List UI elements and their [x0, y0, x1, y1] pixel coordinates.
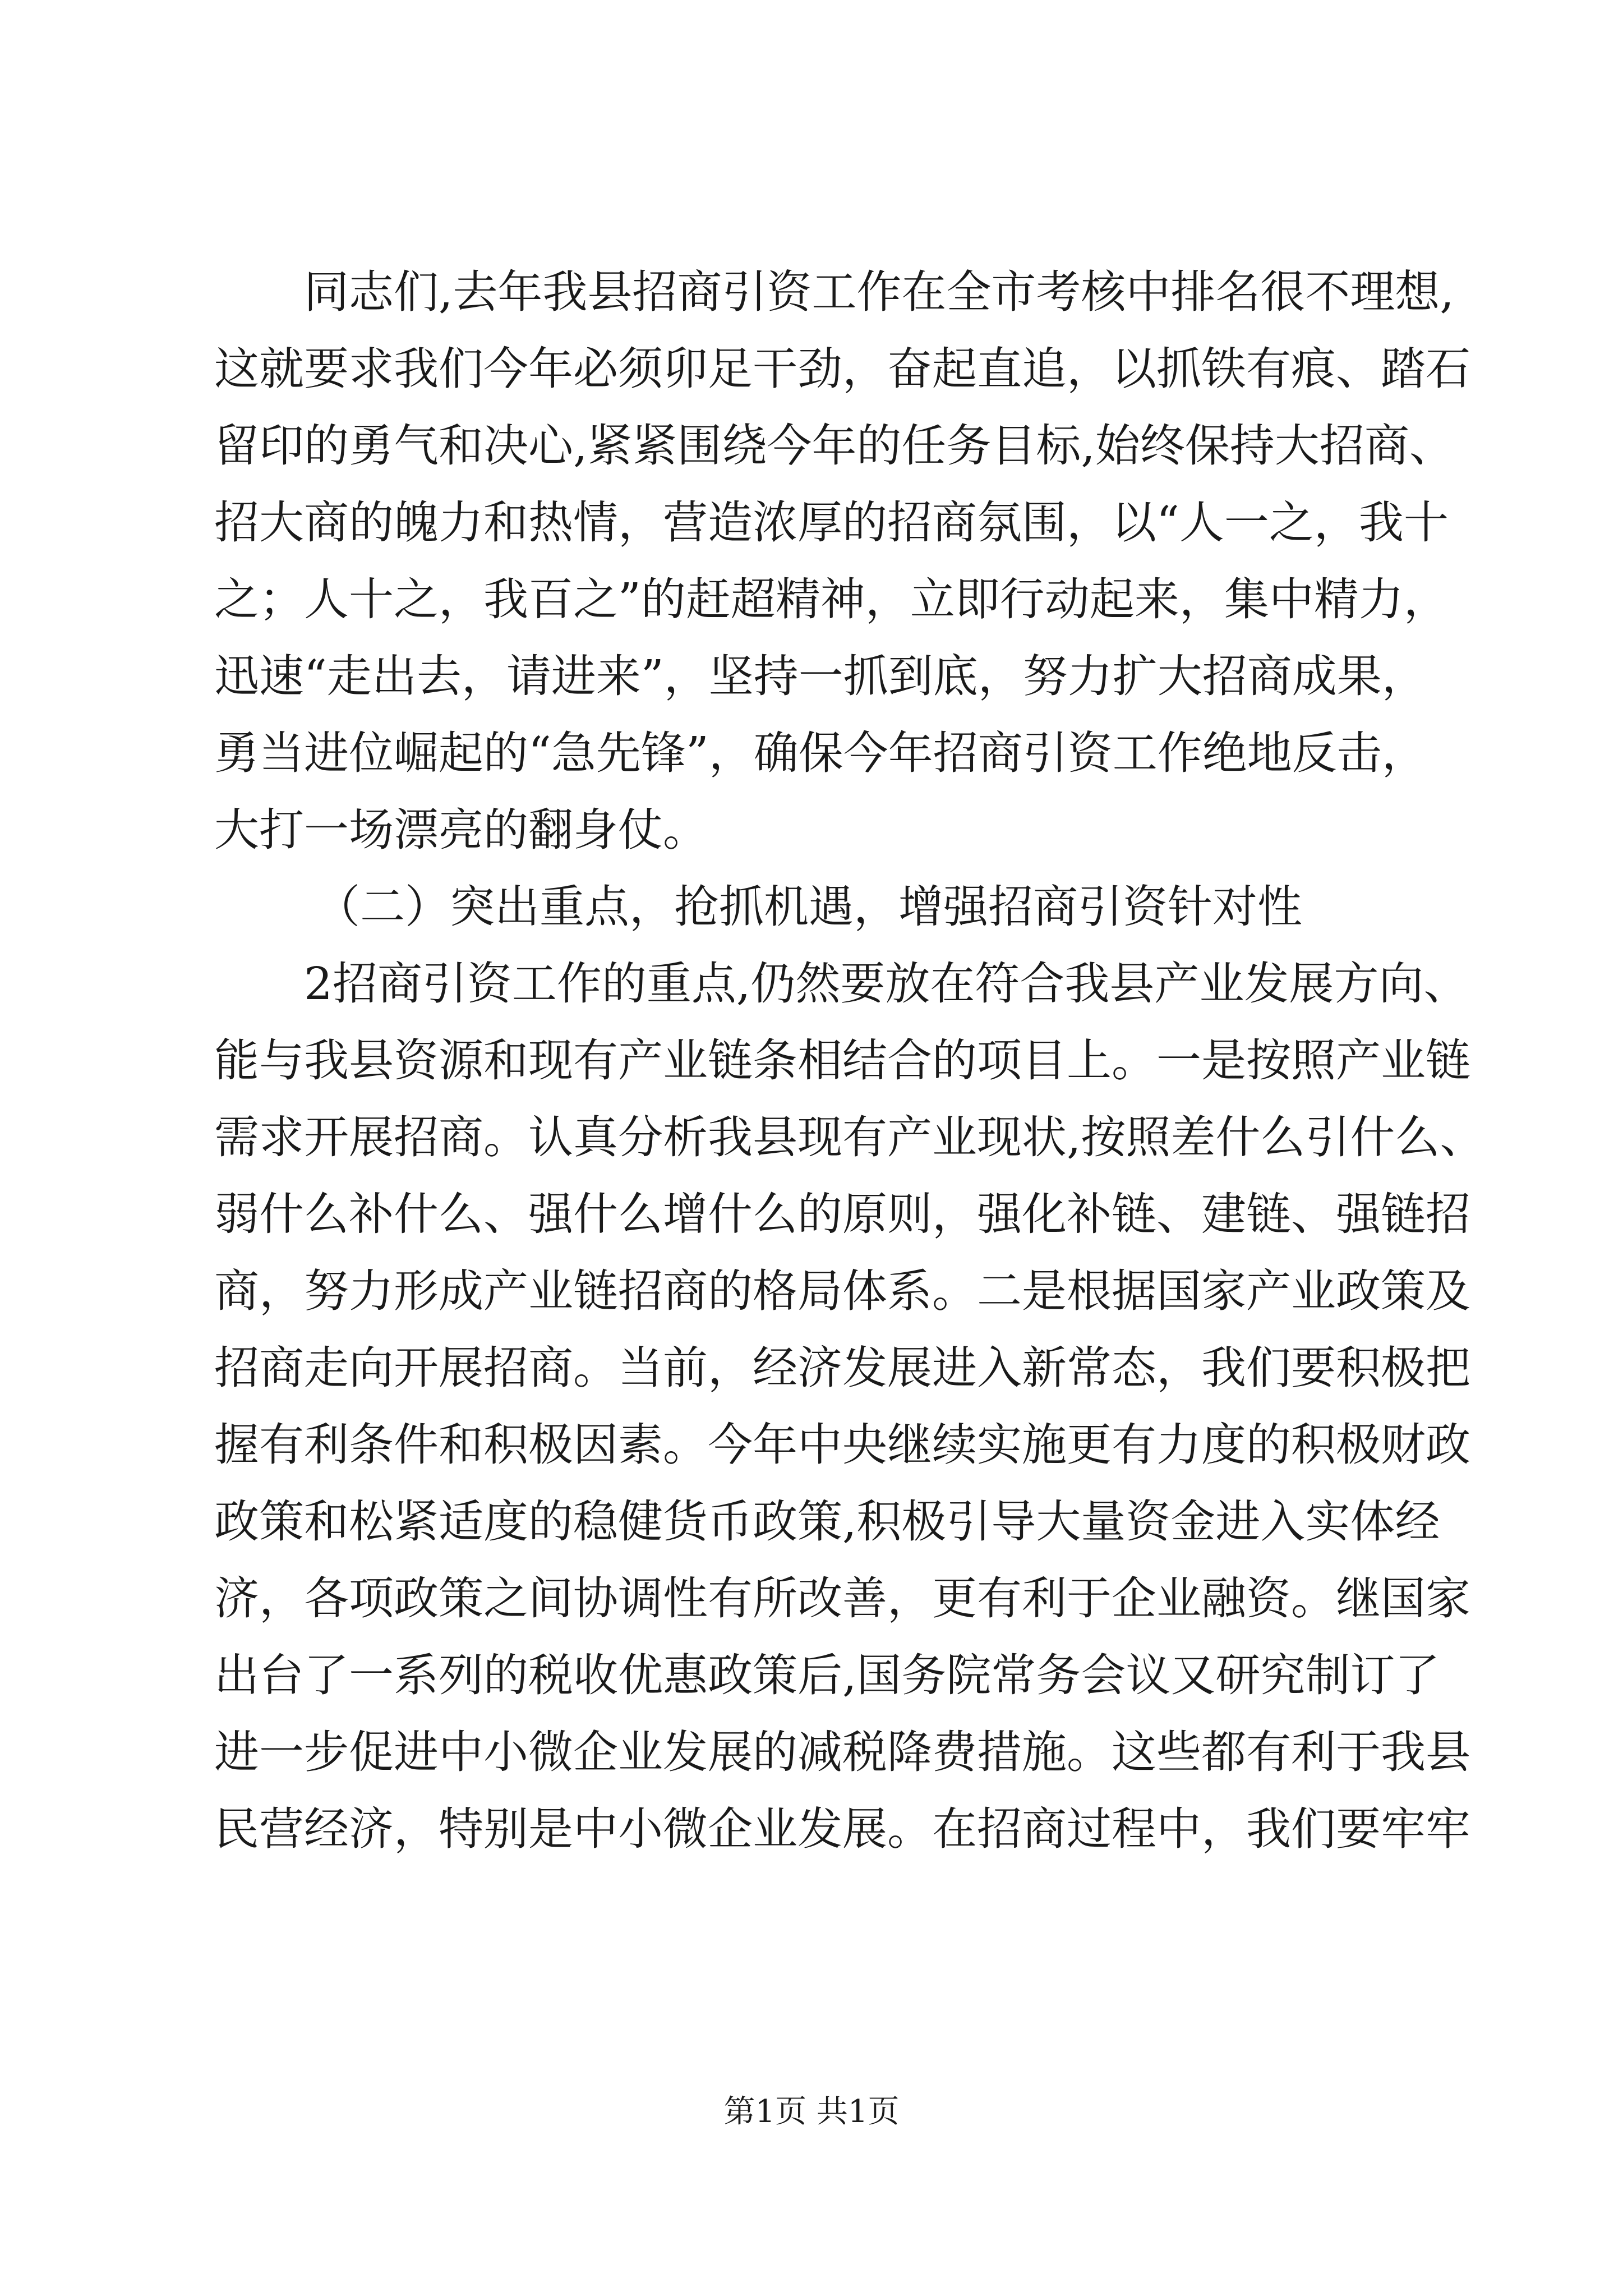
paragraph-line: 需求开展招商。认真分析我县现有产业现状,按照差什么引什么、 — [214, 1111, 1485, 1163]
paragraph-line: 民营经济，特别是中小微企业发展。在招商过程中，我们要牢牢 — [214, 1803, 1470, 1855]
paragraph-line: 握有利条件和积极因素。今年中央继续实施更有力度的积极财政 — [214, 1419, 1470, 1471]
paragraph-line: 进一步促进中小微企业发展的减税降费措施。这些都有利于我县 — [214, 1726, 1470, 1778]
paragraph-line: 同志们,去年我县招商引资工作在全市考核中排名很不理想, — [304, 266, 1454, 318]
paragraph-line: 招商走向开展招商。当前，经济发展进入新常态，我们要积极把 — [214, 1342, 1470, 1394]
paragraph-line: 2招商引资工作的重点,仍然要放在符合我县产业发展方向、 — [304, 958, 1469, 1010]
paragraph-line: 政策和松紧适度的稳健货币政策,积极引导大量资金进入实体经 — [214, 1496, 1440, 1548]
paragraph-line: 商，努力形成产业链招商的格局体系。二是根据国家产业政策及 — [214, 1265, 1470, 1317]
document-body — [214, 254, 1493, 1867]
paragraph-line: 之；人十之，我百之”的赶超精神，立即行动起来，集中精力， — [214, 573, 1449, 625]
paragraph-line: 勇当进位崛起的“急先锋”，确保今年招商引资工作绝地反击， — [214, 727, 1427, 779]
section-heading: （二）突出重点，抢抓机遇，增强招商引资针对性 — [315, 881, 1302, 933]
paragraph-line: 留印的勇气和决心,紧紧围绕今年的任务目标,始终保持大招商、 — [214, 420, 1454, 472]
paragraph-line: 济，各项政策之间协调性有所改善，更有利于企业融资。继国家 — [214, 1572, 1470, 1625]
page-footer: 第1页 共1页 — [723, 2093, 900, 2130]
paragraph-line: 招大商的魄力和热情，营造浓厚的招商氛围，以“人一之，我十 — [214, 496, 1449, 549]
paragraph-line: 弱什么补什么、强什么增什么的原则，强化补链、建链、强链招 — [214, 1188, 1470, 1240]
paragraph-line: 出台了一系列的税收优惠政策后,国务院常务会议又研究制订了 — [214, 1649, 1440, 1701]
paragraph-line: 迅速“走出去，请进来”，坚持一抓到底，努力扩大招商成果， — [214, 650, 1427, 702]
paragraph-line: 大打一场漂亮的翻身仗。 — [214, 804, 708, 856]
paragraph-line: 能与我县资源和现有产业链条相结合的项目上。一是按照产业链 — [214, 1034, 1470, 1087]
paragraph-line: 这就要求我们今年必须卯足干劲，奋起直追，以抓铁有痕、踏石 — [214, 343, 1470, 395]
